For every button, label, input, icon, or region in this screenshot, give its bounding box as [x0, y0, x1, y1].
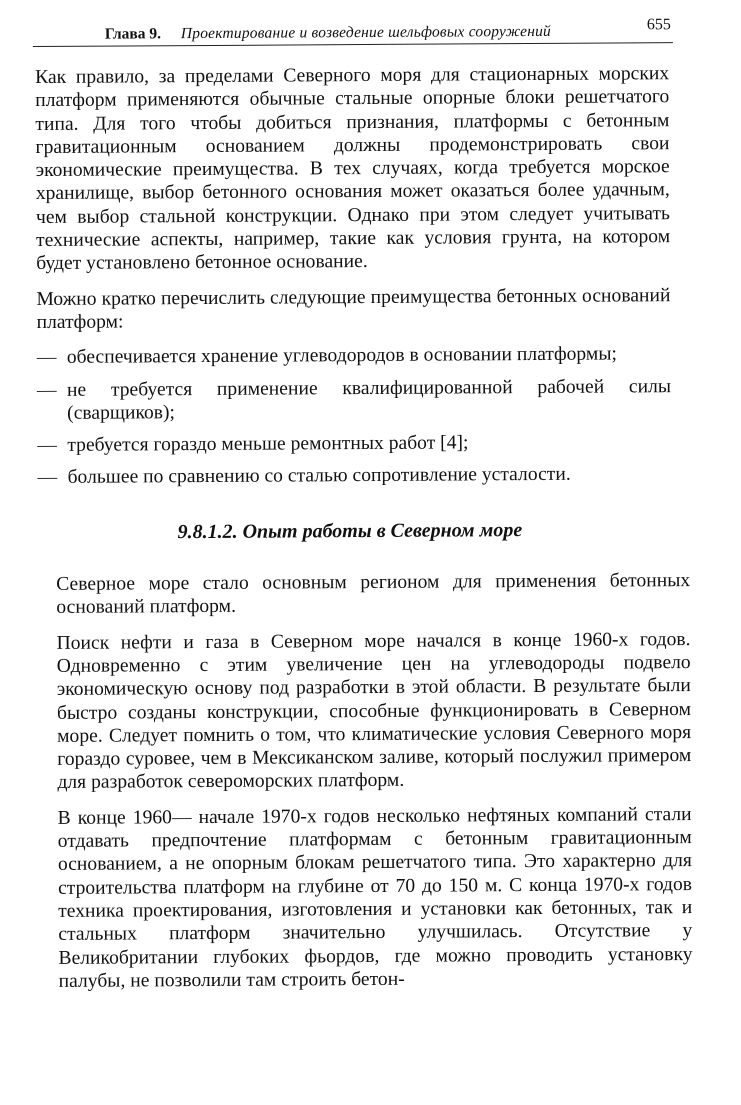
- list-item-text: большее по сравнению со сталью сопротивление усталости.: [67, 464, 571, 489]
- list-dash: —: [37, 435, 58, 457]
- list-item: [37, 463, 671, 490]
- list-dash: —: [37, 467, 58, 489]
- list-item: [37, 342, 671, 369]
- running-header: [33, 16, 673, 47]
- paragraph-north-sea-region: Северное море стало основным регионом для применения бетонных оснований платформ.: [56, 570, 691, 619]
- paragraph-1970s-developments: В конце 1960— начале 1970-х годов несколько нефтяных компаний стали отдавать предпочтение платформам с бетонным гравитационным основанием, а не опорным блокам решетчатого типа. Это характерно для строительства платформ на глубине от 70 до 150 м. С конца 1970-х годов техника проектирования, изготовления и установки как бетонных, так и стальных платформ значительно улучшилась. Отсутствие у Великобритании глубоких фьордов, где можно проводить установку палубы, не позволили там строить бетон-: [57, 803, 693, 992]
- list-dash: —: [36, 379, 57, 401]
- list-item: [37, 430, 671, 457]
- section-heading: 9.8.1.2. Опыт работы в Северном море: [177, 518, 523, 543]
- chapter-title: Проектирование и возведение шельфовых сооружений: [180, 22, 552, 43]
- list-item-text: не требуется применение квалифицированной рабочей силы (сварщиков);: [66, 375, 672, 424]
- list-dash: —: [36, 347, 57, 369]
- paragraph-exploration-history: Поиск нефти и газа в Северном море начался в конце 1960-х годов. Одновременно с этим увеличение цен на углеводороды подвело экономическую основу под разработки в этой области. В результате были быстро созданы конструкции, способные функционировать в Северном море. Следует помнить о том, что климатические условия Северного моря гораздо суровее, чем в Мексиканском заливе, который послужил примером для разработок североморских платформ.: [56, 628, 692, 794]
- page-number: 655: [646, 16, 671, 34]
- advantages-list: [37, 342, 672, 489]
- paragraph-advantages-lead: Можно кратко перечислить следующие преимущества бетонных оснований платформ:: [36, 284, 671, 334]
- paragraph-intro: Как правило, за пределами Северного моря для стационарных морских платформ применяются обычные стальные опорные блоки решетчатого типа. Для того чтобы добиться признания, платформы с бетонным гравитационным основанием должны продемонстрировать свои экономические преимущества. В тех случаях, когда требуется морское хранилище, выбор бетонного основания может оказаться более удачным, чем выбор стальной конструкции. Однако при этом следует учитывать технические аспекты, например, такие как условия грунта, на котором будет установлено бетонное основание.: [35, 63, 671, 275]
- section-body: [56, 569, 693, 993]
- list-item: [37, 375, 671, 425]
- list-item-text: обеспечивается хранение углеводородов в основании платформы;: [66, 343, 617, 369]
- chapter-label: Глава 9.: [104, 25, 162, 43]
- list-item-text: требуется гораздо меньше ремонтных работ [4];: [67, 432, 469, 457]
- body-text: [35, 62, 693, 1005]
